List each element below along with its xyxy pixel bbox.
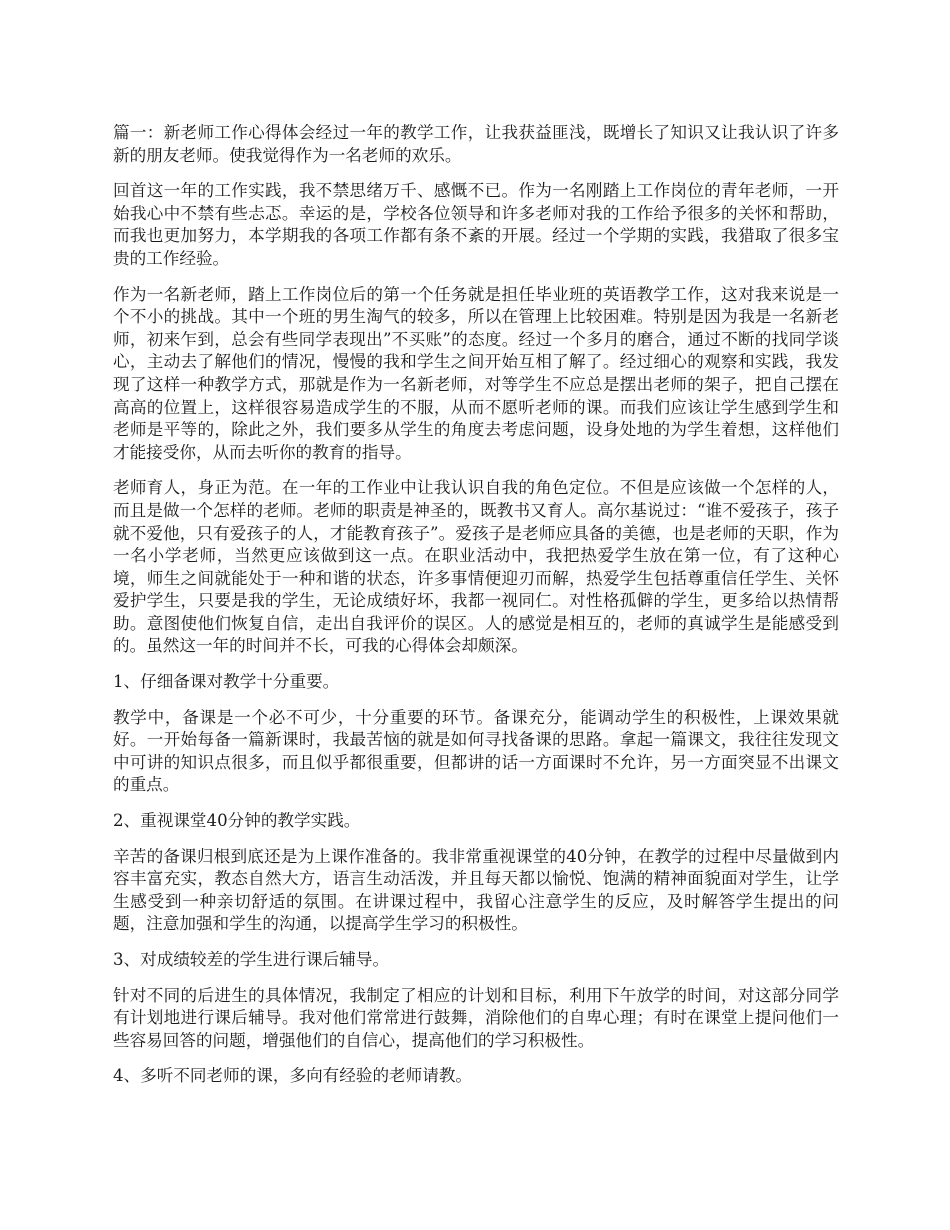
paragraph-after-class-tutoring: 针对不同的后进生的具体情况，我制定了相应的计划和目标，利用下午放学的时间，对这部分同学有计划地进行课后辅导。我对他们常常进行鼓舞，消除他们的自卑心理；有时在课堂上提问他们一些容易回答的问题，增强他们的自信心，提高他们的学习积极性。 <box>113 985 839 1050</box>
heading-lesson-prep: 1、仔细备课对教学十分重要。 <box>113 672 340 692</box>
heading-classroom-practice: 2、重视课堂40分钟的教学实践。 <box>113 811 361 831</box>
paragraph-first-task: 作为一名新老师，踏上工作岗位后的第一个任务就是担任毕业班的英语教学工作，这对我来说是一个不小的挑战。其中一个班的男生淘气的较多，所以在管理上比较困难。特别是因为我是一名新老师，初来乍到，总会有些同学表现出”不买账”的态度。经过一个多月的磨合，通过不断的找同学谈心，主动去了解他们的情况，慢慢的我和学生之间开始互相了解了。经过细心的观察和实践，我发现了这样一种教学方式，那就是作为一名新老师，对等学生不应总是摆出老师的架子，把自己摆在高高的位置上，这样很容易造成学生的不服，从而不愿听老师的课。而我们应该让学生感到学生和老师是平等的，除此之外，我们要多从学生的角度去考虑问题，设身处地的为学生着想，这样他们才能接受你，从而去听你的教育的指导。 <box>113 284 839 462</box>
document-body <box>113 122 839 1101</box>
heading-after-class-tutoring: 3、对成绩较差的学生进行课后辅导。 <box>113 950 390 969</box>
paragraph-lesson-prep: 教学中，备课是一个必不可少，十分重要的环节。备课充分，能调动学生的积极性，上课效果就好。一开始每备一篇新课时，我最苦恼的就是如何寻找备课的思路。拿起一篇课文，我往往发现文中可讲的知识点很多，而且似乎都很重要，但都讲的话一方面课时不允许，另一方面突显不出课文的重点。 <box>113 707 839 795</box>
heading-learn-from-others: 4、多听不同老师的课，多向有经验的老师请教。 <box>113 1066 473 1086</box>
paragraph-intro: 篇一：新老师工作心得体会经过一年的教学工作，让我获益匪浅，既增长了知识又让我认识了许多新的朋友老师。使我觉得作为一名老师的欢乐。 <box>113 123 839 165</box>
paragraph-classroom-practice: 辛苦的备课归根到底还是为上课作准备的。我非常重视课堂的40分钟，在教学的过程中尽量做到内容丰富充实，教态自然大方，语言生动活泼，并且每天都以愉悦、饱满的精神面貌面对学生，让学生感受到一种亲切舒适的氛围。在讲课过程中，我留心注意学生的反应，及时解答学生提出的问题，注意加强和学生的沟通，以提高学生学习的积极性。 <box>113 846 839 934</box>
paragraph-teacher-role: 老师育人，身正为范。在一年的工作业中让我认识自我的角色定位。不但是应该做一个怎样的人，而且是做一个怎样的老师。老师的职责是神圣的，既教书又育人。高尔基说过：“谁不爱孩子，孩子就不爱他，只有爱孩子的人，才能教育孩子”。爱孩子是老师应具备的美德，也是老师的天职，作为一名小学老师，当然更应该做到这一点。在职业活动中，我把热爱学生放在第一位，有了这种心境，师生之间就能处于一种和谐的状态，许多事情便迎刃而解，热爱学生包括尊重信任学生、关怀爱护学生，只要是我的学生，无论成绩好坏，我都一视同仁。对性格孤僻的学生，更多给以热情帮助。意图使他们恢复自信，走出自我评价的误区。人的感觉是相互的，老师的真诚学生是能感受到的。虽然这一年的时间并不长，可我的心得体会却颇深。 <box>113 478 839 656</box>
paragraph-reflection: 回首这一年的工作实践，我不禁思绪万千、感慨不已。作为一名刚踏上工作岗位的青年老师，一开始我心中不禁有些忐忑。幸运的是，学校各位领导和许多老师对我的工作给予很多的关怀和帮助，而我也更加努力，本学期我的各项工作都有条不紊的开展。经过一个学期的实践，我猎取了很多宝贵的工作经验。 <box>113 181 839 268</box>
